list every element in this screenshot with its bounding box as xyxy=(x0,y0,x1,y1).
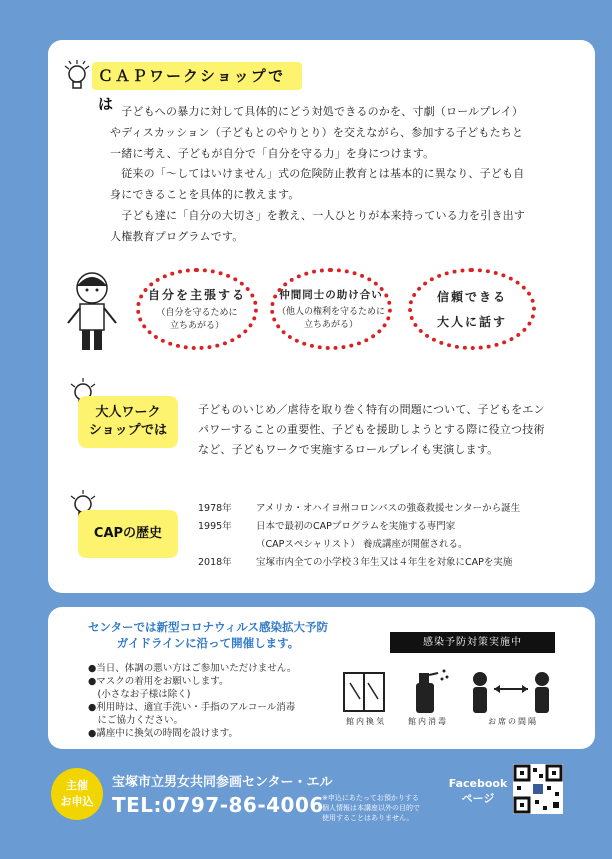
adult-label-line: 大人ワーク xyxy=(95,405,161,420)
intro-paragraph xyxy=(110,102,580,248)
icon-caption: 館内換気 xyxy=(346,717,386,726)
adult-workshop-label xyxy=(78,396,178,448)
covid-title-line: ガイドラインに沿って開催します。 xyxy=(116,636,300,650)
organizer-badge xyxy=(51,768,103,820)
history-text: （CAPスペシャリスト） 養成講座が開催される。 xyxy=(256,539,468,550)
privacy-note xyxy=(322,793,432,823)
covid-title-line: センターでは新型コロナウィルス感染拡大予防 xyxy=(87,620,328,634)
adult-text-line: など、子どもワークで実施するロールプレイも実演します。 xyxy=(198,443,499,456)
ventilation-icon xyxy=(340,669,390,715)
history-text: アメリカ・オハイヨ州コロンバスの強姦救援センターから誕生 xyxy=(256,503,521,514)
intro-line: 人権教育プログラムです。 xyxy=(110,229,244,243)
history-year: 1978年 xyxy=(198,503,232,514)
section-title: ＣＡＰワークショップでは xyxy=(92,62,302,90)
oval-sub-text: 立ちあがる） xyxy=(169,320,224,331)
history-text: 日本で最初のCAPプログラムを実施する専門家 xyxy=(256,521,456,532)
adult-workshop-text xyxy=(198,400,568,460)
facebook-link[interactable] xyxy=(448,776,508,806)
covid-title xyxy=(68,619,348,651)
history-label: CAPの歴史 xyxy=(78,510,178,558)
prevention-banner: 感染予防対策実施中 xyxy=(390,632,555,653)
facebook-label: Facebook xyxy=(448,777,508,790)
cap-workshop-card xyxy=(48,40,595,593)
rule-item: ●利用時は、適宜手洗い・手指のアルコール消毒 xyxy=(88,702,296,713)
rule-item: ●マスクの着用をお願いします。 xyxy=(88,676,229,687)
facebook-label: ページ xyxy=(461,792,495,805)
privacy-note-line: 使用することはありません。 xyxy=(322,814,414,822)
icon-caption: 館内消毒 xyxy=(408,717,448,726)
intro-line: 一緒に考え、子どもが自分で「自分を守る力」を身につけます。 xyxy=(110,146,435,160)
adult-text-line: パワーすることの重要性、子どもを援助しようとする際に役立つ技術 xyxy=(198,423,545,436)
oval-main-text: 自分を主張する xyxy=(147,287,246,302)
adult-label-line: ショップでは xyxy=(88,423,168,438)
oval-assert-self xyxy=(136,268,258,350)
intro-line: 従来の「～してはいけません」式の危険防止教育とは基本的に異なり、子ども自 xyxy=(110,167,525,181)
privacy-note-line: ※申込にあたってお預かりする xyxy=(322,794,419,802)
privacy-note-line: 個人情報は本講座以外の目的で xyxy=(322,804,420,812)
history-text: 宝塚市内全ての小学校３年生又は４年生を対象にCAPを実施 xyxy=(256,557,513,568)
icon-caption: お席の間隔 xyxy=(488,717,538,726)
oval-mutual-help xyxy=(270,268,392,350)
oval-main-text: 信頼できる xyxy=(436,290,507,304)
intro-line: やディスカッション（子どもとのやりとり）を交えながら、参加する子どもたちと xyxy=(110,125,524,139)
badge-line: 主催 xyxy=(66,779,88,792)
oval-main-text: 仲間同士の助け合い xyxy=(279,288,383,301)
rule-item: にご協力ください。 xyxy=(88,715,184,726)
intro-line: 子どもへの暴力に対して具体的にどう対処できるのかを、寸劇（ロールプレイ） xyxy=(110,105,524,118)
oval-sub-text: （他人の権利を守るために xyxy=(276,306,385,317)
lightbulb-icon xyxy=(62,58,92,92)
organizer-name: 宝塚市立男女共同参画センター・エル xyxy=(112,775,333,790)
oval-main-text: 大人に話す xyxy=(436,315,507,329)
history-year: 2018年 xyxy=(198,557,232,568)
child-illustration xyxy=(62,268,122,358)
history-year: 1995年 xyxy=(198,521,232,532)
oval-sub-text: （自分を守るために xyxy=(156,307,238,318)
badge-line: お申込 xyxy=(60,795,94,808)
qr-code-icon[interactable] xyxy=(513,764,563,814)
adult-text-line: 子どものいじめ／虐待を取り巻く特有の問題について、子どもをエン xyxy=(198,403,545,416)
covid-guideline-card xyxy=(48,607,595,749)
intro-line: 子ども達に「自分の大切さ」を教え、一人ひとりが本来持っている力を引き出す xyxy=(110,208,526,222)
rule-item: ●当日、体調の悪い方はご参加いただけません。 xyxy=(88,663,297,674)
oval-trusted-adult xyxy=(408,268,536,350)
rule-item: (小さなお子様は除く) xyxy=(88,689,191,700)
social-distance-icon xyxy=(466,669,556,715)
phone-number[interactable]: TEL:0797-86-4006 xyxy=(112,793,324,817)
oval-sub-text: 立ちあがる） xyxy=(303,319,358,330)
rule-item: ●講座中に換気の時間を設けます。 xyxy=(88,728,239,739)
spray-bottle-icon xyxy=(406,665,452,715)
intro-line: 身にできることを具体的に教えます。 xyxy=(110,188,300,202)
